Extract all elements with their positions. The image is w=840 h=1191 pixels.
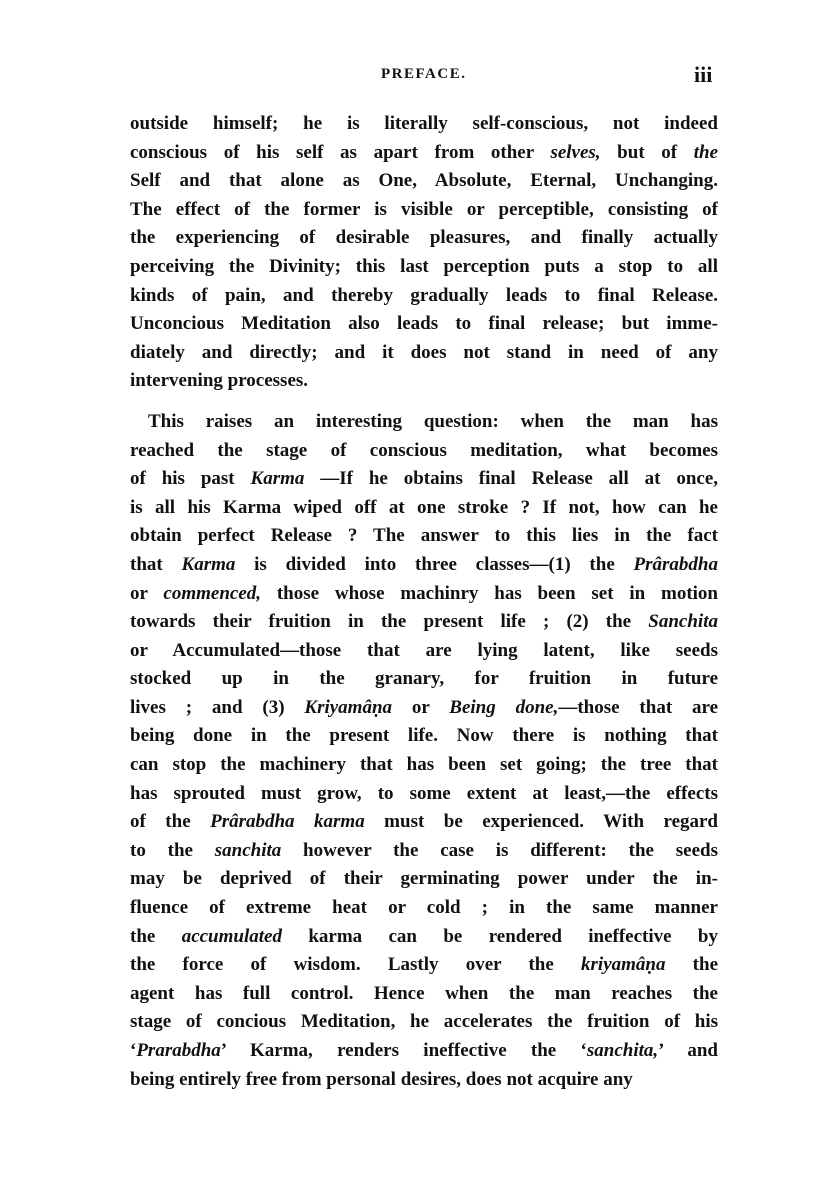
text-line xyxy=(130,1037,718,1066)
italic-term: Prârabdha karma xyxy=(210,811,365,833)
text-run: intervening processes. xyxy=(130,370,309,392)
text-run: has sprouted must grow, to some extent at least,—the effects xyxy=(130,782,718,804)
text-run: karma can be rendered ineffective by xyxy=(281,925,718,947)
text-run: Unconcious Meditation also leads to final release; but imme- xyxy=(130,313,718,335)
text-line xyxy=(130,310,718,339)
text-line xyxy=(130,110,718,139)
text-run: ’ and xyxy=(658,1040,718,1061)
text-run: or Accumulated—those that are lying latent, like seeds xyxy=(130,639,718,661)
text-line xyxy=(130,437,718,466)
text-line xyxy=(130,808,718,837)
text-run: This raises an interesting question: when the man has xyxy=(148,410,718,432)
text-run: diately and directly; and it does not stand in need of any xyxy=(130,341,718,363)
text-run: or xyxy=(392,696,450,718)
text-run: agent has full control. Hence when the man reaches the xyxy=(130,982,718,1004)
text-run: is divided into three classes—(1) the xyxy=(235,553,634,575)
text-run: conscious of his self as apart from other xyxy=(130,141,551,163)
italic-term: Being done, xyxy=(449,696,559,718)
text-run: The effect of the former is visible or perceptible, consisting of xyxy=(130,198,718,220)
text-line xyxy=(130,139,718,168)
running-title: PREFACE. xyxy=(381,66,467,82)
body-text xyxy=(130,110,718,1094)
text-run: obtain perfect Release ? The answer to this lies in the fact xyxy=(130,525,718,547)
italic-term: selves, xyxy=(550,141,601,163)
text-run: that xyxy=(130,553,182,575)
italic-term: Kriyamâṇa xyxy=(304,696,393,718)
text-line xyxy=(130,722,718,751)
text-line xyxy=(130,894,718,923)
text-run: or xyxy=(130,582,164,604)
text-line xyxy=(130,608,718,637)
text-run: reached the stage of conscious meditation, what becomes xyxy=(130,439,718,461)
text-line xyxy=(130,951,718,980)
italic-term: kriyamâṇa xyxy=(581,954,666,976)
italic-term: sanchita xyxy=(214,839,282,861)
text-line xyxy=(130,637,718,666)
text-line xyxy=(130,980,718,1009)
text-line xyxy=(130,196,718,225)
text-run: the xyxy=(130,925,182,947)
text-line xyxy=(130,865,718,894)
italic-term: accumulated xyxy=(181,925,282,947)
text-run: but of xyxy=(600,141,694,163)
text-line xyxy=(130,522,718,551)
text-line xyxy=(130,751,718,780)
text-run: however the case is different: the seeds xyxy=(281,839,718,861)
text-run: perceiving the Divinity; this last perception puts a stop to all xyxy=(130,255,718,277)
text-line xyxy=(130,224,718,253)
text-line xyxy=(130,694,718,723)
text-run: lives ; and (3) xyxy=(130,696,305,718)
text-run: being entirely free from personal desires, does not acquire any xyxy=(130,1068,633,1090)
text-run: kinds of pain, and thereby gradually leads to final Release. xyxy=(130,284,718,306)
text-line xyxy=(130,167,718,196)
text-run: outside himself; he is literally self-conscious, not indeed xyxy=(130,113,718,134)
italic-term: Karma xyxy=(250,468,305,490)
text-run: of his past xyxy=(130,468,251,490)
italic-term: Prarabdha xyxy=(136,1040,221,1061)
text-line xyxy=(130,837,718,866)
text-run: towards their fruition in the present life ; (2) the xyxy=(130,611,649,633)
page-number: iii xyxy=(694,62,713,87)
text-line xyxy=(130,665,718,694)
italic-term: Prârabdha xyxy=(633,553,718,575)
text-line xyxy=(130,253,718,282)
text-line xyxy=(130,923,718,952)
text-run: can stop the machinery that has been set going; the tree that xyxy=(130,754,718,776)
italic-term: Sanchita xyxy=(648,611,718,633)
text-run: those whose machinry has been set in motion xyxy=(261,582,718,604)
paragraph-gap xyxy=(130,396,718,408)
text-run: must be experienced. With regard xyxy=(364,811,718,833)
text-run: —If he obtains final Release all at once, xyxy=(304,468,718,490)
text-line xyxy=(130,367,718,396)
text-run: the experiencing of desirable pleasures, and finally actually xyxy=(130,227,718,249)
text-run: being done in the present life. Now there is nothing that xyxy=(130,725,718,747)
text-run: —those that are xyxy=(558,696,718,718)
text-run: stage of concious Meditation, he accelerates the fruition of his xyxy=(130,1011,718,1033)
text-line xyxy=(130,282,718,311)
text-line xyxy=(130,551,718,580)
text-run: Self and that alone as One, Absolute, Eternal, Unchanging. xyxy=(130,170,718,192)
text-run: the xyxy=(665,954,718,976)
text-run: to the xyxy=(130,839,215,861)
text-line xyxy=(130,780,718,809)
text-run: stocked up in the granary, for fruition in future xyxy=(130,668,718,690)
text-line xyxy=(130,580,718,609)
text-run: may be deprived of their germinating power under the in- xyxy=(130,868,718,890)
text-run: is all his Karma wiped off at one stroke ? If not, how can he xyxy=(130,496,718,518)
italic-term: sanchita, xyxy=(586,1040,659,1061)
text-line xyxy=(130,494,718,523)
italic-term: commenced, xyxy=(163,582,262,604)
paragraph xyxy=(130,408,718,1094)
italic-term: Karma xyxy=(181,553,236,575)
text-line xyxy=(130,1066,718,1095)
text-run: fluence of extreme heat or cold ; in the same manner xyxy=(130,897,718,919)
text-run: of the xyxy=(130,811,211,833)
text-run: ’ Karma, renders ineffective the ‘ xyxy=(220,1040,587,1061)
text-line xyxy=(130,465,718,494)
italic-term: the xyxy=(693,141,718,163)
text-run: the force of wisdom. Lastly over the xyxy=(130,954,582,976)
paragraph xyxy=(130,110,718,396)
running-head xyxy=(0,62,840,92)
text-line xyxy=(130,408,718,437)
text-line xyxy=(130,1008,718,1037)
text-line xyxy=(130,339,718,368)
text-run: ‘ xyxy=(130,1040,137,1061)
